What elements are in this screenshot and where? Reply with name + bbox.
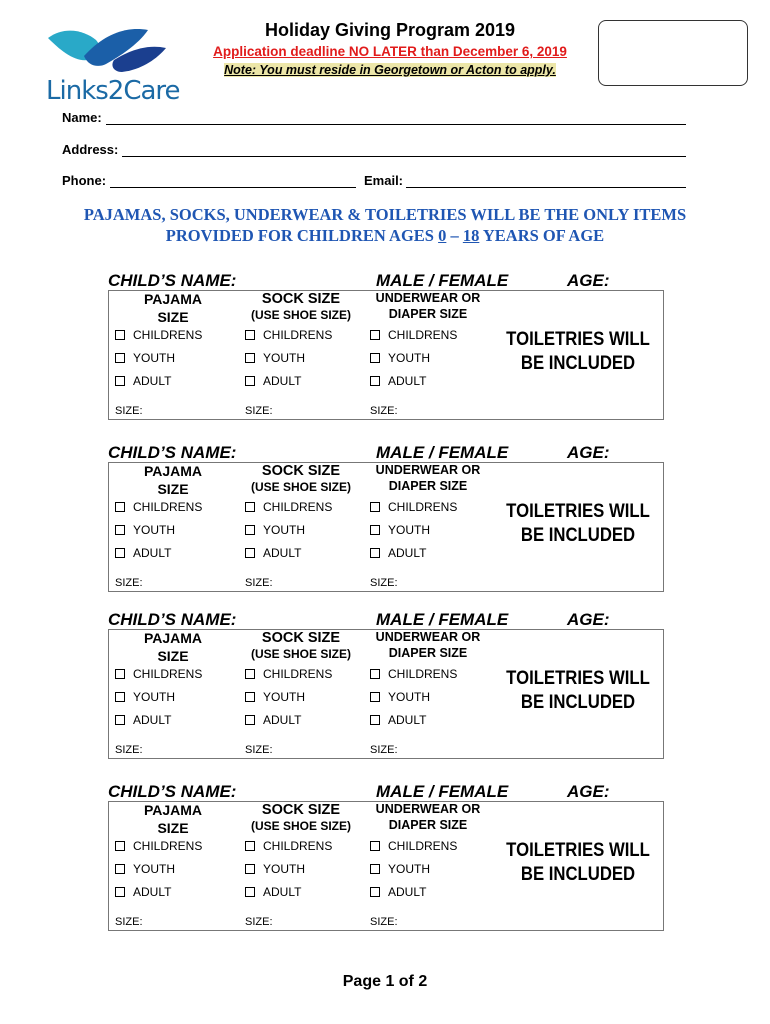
phone-field[interactable] xyxy=(110,187,356,188)
checkbox-icon xyxy=(115,525,125,535)
items-notice xyxy=(40,204,730,246)
checkbox-icon xyxy=(370,864,380,874)
pajama-childrens-checkbox[interactable]: CHILDRENS xyxy=(115,667,202,681)
gender-label[interactable]: MALE / FEMALE xyxy=(376,610,509,629)
underwear-childrens-checkbox[interactable]: CHILDRENS xyxy=(370,500,457,514)
pajama-youth-checkbox[interactable]: YOUTH xyxy=(115,523,175,537)
sock-adult-checkbox[interactable]: ADULT xyxy=(245,885,301,899)
checkbox-icon xyxy=(245,692,255,702)
sock-size-field[interactable]: SIZE: xyxy=(245,744,273,756)
application-deadline: Application deadline NO LATER than December 6, 2019 xyxy=(213,44,567,59)
underwear-adult-checkbox[interactable]: ADULT xyxy=(370,546,426,560)
checkbox-icon xyxy=(370,330,380,340)
address-field[interactable] xyxy=(122,156,686,157)
underwear-childrens-checkbox[interactable]: CHILDRENS xyxy=(370,667,457,681)
underwear-youth-checkbox[interactable]: YOUTH xyxy=(370,523,430,537)
checkbox-icon xyxy=(370,669,380,679)
checkbox-icon xyxy=(370,525,380,535)
pajama-adult-checkbox[interactable]: ADULT xyxy=(115,374,171,388)
age-label[interactable]: AGE: xyxy=(567,782,610,801)
underwear-adult-checkbox[interactable]: ADULT xyxy=(370,713,426,727)
gender-label[interactable]: MALE / FEMALE xyxy=(376,443,509,462)
underwear-size-header: UNDERWEAR OR DIAPER SIZE xyxy=(375,802,481,832)
checkbox-icon xyxy=(370,353,380,363)
sock-youth-checkbox[interactable]: YOUTH xyxy=(245,523,305,537)
checkbox-icon xyxy=(245,887,255,897)
underwear-size-field[interactable]: SIZE: xyxy=(370,577,398,589)
pajama-childrens-checkbox[interactable]: CHILDRENS xyxy=(115,328,202,342)
pajama-size-field[interactable]: SIZE: xyxy=(115,405,143,417)
sock-childrens-checkbox[interactable]: CHILDRENS xyxy=(245,839,332,853)
pajama-size-header: PAJAMA SIZE xyxy=(143,630,203,664)
underwear-adult-checkbox[interactable]: ADULT xyxy=(370,374,426,388)
child-section xyxy=(0,782,770,931)
checkbox-icon xyxy=(115,669,125,679)
checkbox-icon xyxy=(370,715,380,725)
checkbox-icon xyxy=(115,887,125,897)
checkbox-icon xyxy=(115,330,125,340)
age-label[interactable]: AGE: xyxy=(567,271,610,290)
pajama-youth-checkbox[interactable]: YOUTH xyxy=(115,351,175,365)
name-field[interactable] xyxy=(106,124,686,125)
checkbox-icon xyxy=(245,330,255,340)
checkbox-icon xyxy=(370,376,380,386)
toiletries-note: TOILETRIES WILL BE INCLUDED xyxy=(506,668,650,713)
checkbox-icon xyxy=(245,502,255,512)
sock-size-header: SOCK SIZE (USE SHOE SIZE) xyxy=(250,291,351,322)
pajama-childrens-checkbox[interactable]: CHILDRENS xyxy=(115,500,202,514)
pajama-size-header: PAJAMA SIZE xyxy=(143,291,203,325)
underwear-size-field[interactable]: SIZE: xyxy=(370,916,398,928)
pajama-adult-checkbox[interactable]: ADULT xyxy=(115,885,171,899)
checkbox-icon xyxy=(245,669,255,679)
pajama-adult-checkbox[interactable]: ADULT xyxy=(115,713,171,727)
pajama-adult-checkbox[interactable]: ADULT xyxy=(115,546,171,560)
underwear-childrens-checkbox[interactable]: CHILDRENS xyxy=(370,839,457,853)
sock-adult-checkbox[interactable]: ADULT xyxy=(245,713,301,727)
toiletries-note: TOILETRIES WILL BE INCLUDED xyxy=(506,840,650,885)
sock-size-field[interactable]: SIZE: xyxy=(245,405,273,417)
checkbox-icon xyxy=(370,887,380,897)
sock-size-field[interactable]: SIZE: xyxy=(245,916,273,928)
logo-text: Links2Care xyxy=(46,76,180,106)
checkbox-icon xyxy=(115,692,125,702)
notice-line-2: PROVIDED FOR CHILDREN AGES 0 – 18 YEARS OF AGE xyxy=(165,226,605,245)
underwear-adult-checkbox[interactable]: ADULT xyxy=(370,885,426,899)
email-field[interactable] xyxy=(406,187,686,188)
page-number: Page 1 of 2 xyxy=(342,973,428,990)
checkbox-icon xyxy=(115,353,125,363)
office-use-box xyxy=(598,20,748,86)
checkbox-icon xyxy=(370,841,380,851)
pajama-size-field[interactable]: SIZE: xyxy=(115,916,143,928)
pajama-size-header: PAJAMA SIZE xyxy=(143,802,203,836)
underwear-size-header: UNDERWEAR OR DIAPER SIZE xyxy=(375,630,481,660)
checkbox-icon xyxy=(115,548,125,558)
pajama-youth-checkbox[interactable]: YOUTH xyxy=(115,862,175,876)
sock-size-header: SOCK SIZE (USE SHOE SIZE) xyxy=(250,802,351,833)
sock-childrens-checkbox[interactable]: CHILDRENS xyxy=(245,328,332,342)
child-section xyxy=(0,271,770,420)
sock-youth-checkbox[interactable]: YOUTH xyxy=(245,690,305,704)
notice-line-1: PAJAMAS, SOCKS, UNDERWEAR & TOILETRIES WILL BE THE ONLY ITEMS xyxy=(83,205,687,224)
links2care-logo xyxy=(44,20,169,78)
checkbox-icon xyxy=(245,841,255,851)
child-section xyxy=(0,443,770,592)
checkbox-icon xyxy=(245,353,255,363)
checkbox-icon xyxy=(245,715,255,725)
checkbox-icon xyxy=(245,376,255,386)
checkbox-icon xyxy=(245,525,255,535)
checkbox-icon xyxy=(370,548,380,558)
checkbox-icon xyxy=(370,502,380,512)
checkbox-icon xyxy=(370,692,380,702)
email-label: Email: xyxy=(364,173,404,188)
underwear-childrens-checkbox[interactable]: CHILDRENS xyxy=(370,328,457,342)
address-label: Address: xyxy=(62,142,119,157)
pajama-size-header: PAJAMA SIZE xyxy=(143,463,203,497)
child-name-label[interactable]: CHILD’S NAME: xyxy=(108,443,237,462)
sock-childrens-checkbox[interactable]: CHILDRENS xyxy=(245,500,332,514)
sock-youth-checkbox[interactable]: YOUTH xyxy=(245,351,305,365)
age-label[interactable]: AGE: xyxy=(567,443,610,462)
child-section xyxy=(0,610,770,759)
checkbox-icon xyxy=(115,502,125,512)
sock-size-header: SOCK SIZE (USE SHOE SIZE) xyxy=(250,463,351,494)
underwear-size-field[interactable]: SIZE: xyxy=(370,405,398,417)
gender-label[interactable]: MALE / FEMALE xyxy=(376,782,509,801)
residency-note: Note: You must reside in Georgetown or Acton to apply. xyxy=(224,63,556,77)
underwear-youth-checkbox[interactable]: YOUTH xyxy=(370,862,430,876)
name-label: Name: xyxy=(62,110,102,125)
checkbox-icon xyxy=(245,548,255,558)
sock-adult-checkbox[interactable]: ADULT xyxy=(245,374,301,388)
underwear-youth-checkbox[interactable]: YOUTH xyxy=(370,351,430,365)
page-title: Holiday Giving Program 2019 xyxy=(264,20,516,40)
underwear-size-header: UNDERWEAR OR DIAPER SIZE xyxy=(375,463,481,493)
child-name-label[interactable]: CHILD’S NAME: xyxy=(108,782,237,801)
underwear-size-field[interactable]: SIZE: xyxy=(370,744,398,756)
sock-adult-checkbox[interactable]: ADULT xyxy=(245,546,301,560)
gender-label[interactable]: MALE / FEMALE xyxy=(376,271,509,290)
sock-size-field[interactable]: SIZE: xyxy=(245,577,273,589)
child-name-label[interactable]: CHILD’S NAME: xyxy=(108,610,237,629)
sock-size-header: SOCK SIZE (USE SHOE SIZE) xyxy=(250,630,351,661)
checkbox-icon xyxy=(115,841,125,851)
pajama-size-field[interactable]: SIZE: xyxy=(115,577,143,589)
underwear-size-header: UNDERWEAR OR DIAPER SIZE xyxy=(375,291,481,321)
toiletries-note: TOILETRIES WILL BE INCLUDED xyxy=(506,501,650,546)
sock-childrens-checkbox[interactable]: CHILDRENS xyxy=(245,667,332,681)
checkbox-icon xyxy=(115,376,125,386)
pajama-size-field[interactable]: SIZE: xyxy=(115,744,143,756)
underwear-youth-checkbox[interactable]: YOUTH xyxy=(370,690,430,704)
pajama-childrens-checkbox[interactable]: CHILDRENS xyxy=(115,839,202,853)
toiletries-note: TOILETRIES WILL BE INCLUDED xyxy=(506,329,650,374)
checkbox-icon xyxy=(245,864,255,874)
pajama-youth-checkbox[interactable]: YOUTH xyxy=(115,690,175,704)
sock-youth-checkbox[interactable]: YOUTH xyxy=(245,862,305,876)
checkbox-icon xyxy=(115,864,125,874)
phone-label: Phone: xyxy=(62,173,107,188)
age-label[interactable]: AGE: xyxy=(567,610,610,629)
child-name-label[interactable]: CHILD’S NAME: xyxy=(108,271,237,290)
checkbox-icon xyxy=(115,715,125,725)
